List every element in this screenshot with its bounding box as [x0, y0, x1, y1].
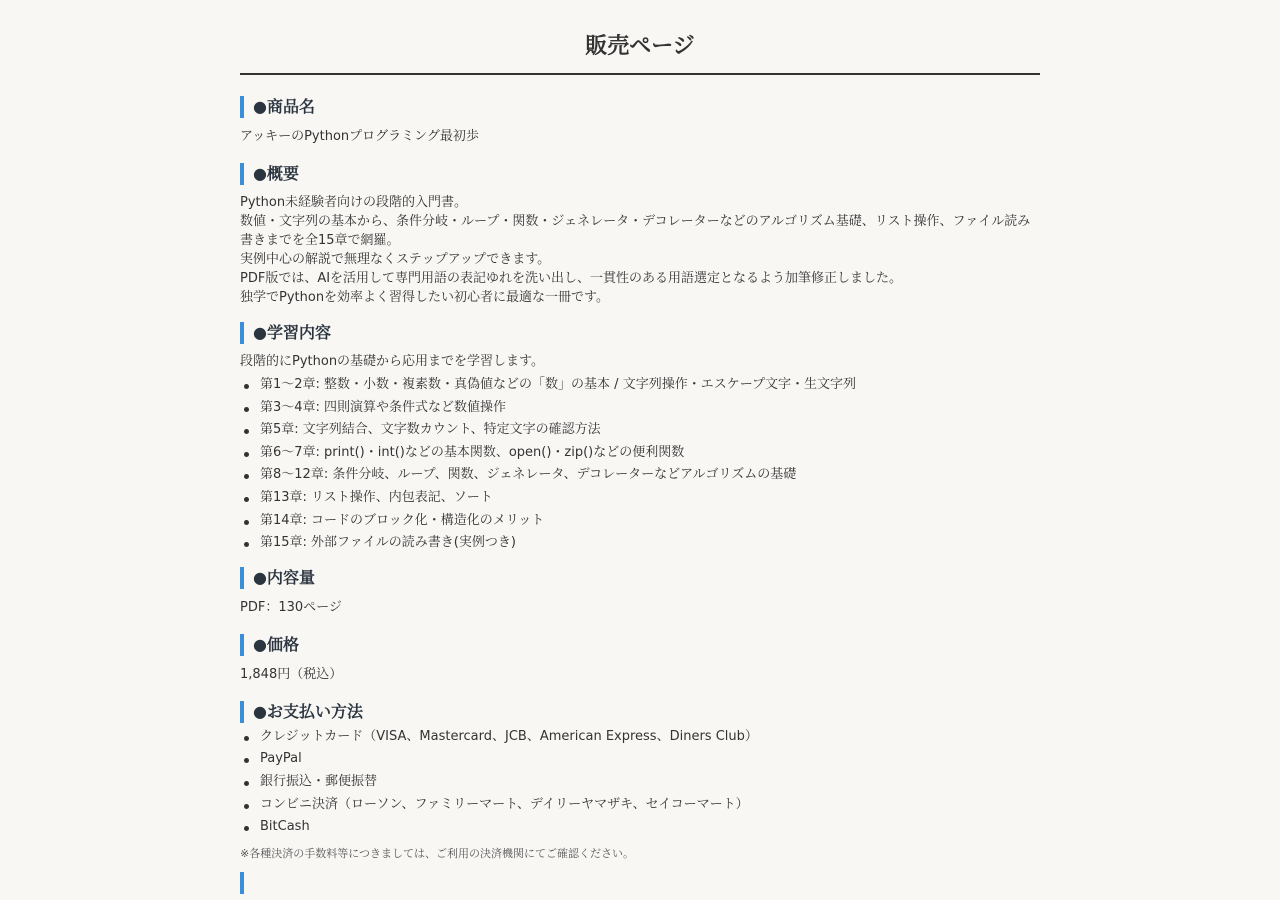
- learning-heading: ●学習内容: [240, 322, 1040, 344]
- list-item: 第8〜12章: 条件分岐、ループ、関数、ジェネレータ、デコレーターなどアルゴリズムの基礎: [240, 464, 1040, 487]
- list-item: 銀行振込・郵便振替: [240, 771, 1040, 794]
- list-item: 第15章: 外部ファイルの読み書き(実例つき): [240, 532, 1040, 555]
- overview-line: 数値・文字列の基本から、条件分岐・ループ・関数・ジェネレータ・デコレーターなどのアルゴリズム基礎、リスト操作、ファイル読み書きまでを全15章で網羅。: [240, 214, 1031, 248]
- volume-heading: ●内容量: [240, 567, 1040, 589]
- overview-text: [240, 193, 1040, 307]
- overview-line: PDF版では、AIを活用して専門用語の表記ゆれを洗い出し、一貫性のある用語選定となるよう加筆修正しました。: [240, 271, 903, 286]
- overview-line: 独学でPythonを効率よく習得したい初心者に最適な一冊です。: [240, 290, 610, 305]
- list-item: 第1〜2章: 整数・小数・複素数・真偽値などの「数」の基本 / 文字列操作・エスケープ文字・生文字列: [240, 374, 1040, 397]
- learning-list: [240, 374, 1040, 555]
- product-name-heading: ●商品名: [240, 96, 1040, 118]
- list-item: 第5章: 文字列結合、文字数カウント、特定文字の確認方法: [240, 419, 1040, 442]
- overview-line: Python未経験者向けの段階的入門書。: [240, 195, 468, 210]
- list-item: 第6〜7章: print()・int()などの基本関数、open()・zip()などの便利関数: [240, 442, 1040, 465]
- volume-text: PDF：130ページ: [240, 599, 342, 615]
- list-item: 第13章: リスト操作、内包表記、ソート: [240, 487, 1040, 510]
- overview-line: 実例中心の解説で無理なくステップアップできます。: [240, 252, 551, 267]
- list-item: クレジットカード（VISA、Mastercard、JCB、American Express、Diners Club）: [240, 726, 1040, 749]
- overview-heading: ●概要: [240, 163, 1040, 185]
- price-heading: ●価格: [240, 634, 1040, 656]
- learning-intro: 段階的にPythonの基礎から応用までを学習します。: [240, 354, 545, 369]
- payment-note: ※各種決済の手数料等につきましては、ご利用の決済機関にてご確認ください。: [240, 846, 634, 860]
- page-title: 販売ページ: [240, 0, 1040, 75]
- payment-list: [240, 726, 1040, 839]
- next-section-heading: [240, 872, 1040, 894]
- price-text: 1,848円（税込）: [240, 666, 343, 682]
- list-item: コンビニ決済（ローソン、ファミリーマート、デイリーヤマザキ、セイコーマート）: [240, 794, 1040, 817]
- product-name: アッキーのPythonプログラミング最初歩: [240, 129, 479, 144]
- sales-page: [240, 0, 1040, 894]
- list-item: BitCash: [240, 816, 1040, 839]
- list-item: 第14章: コードのブロック化・構造化のメリット: [240, 510, 1040, 533]
- list-item: 第3〜4章: 四則演算や条件式など数値操作: [240, 397, 1040, 420]
- payment-heading: ●お支払い方法: [240, 701, 1040, 723]
- list-item: PayPal: [240, 748, 1040, 771]
